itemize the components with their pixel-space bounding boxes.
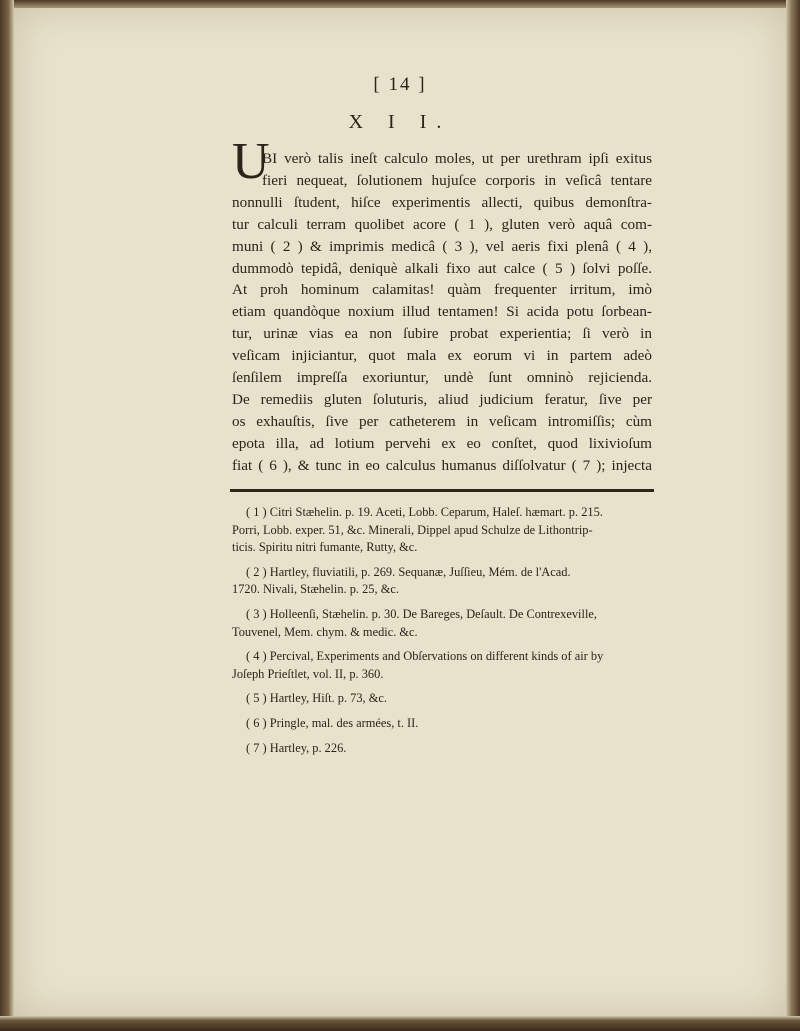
footnote-line: 1720. Nivali, Stæhelin. p. 25, &c. [232,582,399,597]
page-bottom-edge [0,1016,800,1031]
page-number: [ 14 ] [373,74,427,95]
body-line: tur calculi terram quolibet acore ( 1 ), gluten verò aquâ com- [232,215,652,233]
body-line: BI verò talis ineſt calculo moles, ut per urethram ipſi exitus [262,150,652,167]
footnote [232,564,652,599]
body-line: De remediis gluten ſoluturis, aliud judicium feratur, ſive per [232,390,652,408]
body-line: dummodò tepidâ, deniquè alkali fixo aut calce ( 5 ) ſolvi poſſe. [232,259,652,277]
page-top-edge [0,0,800,8]
drop-cap: U [232,133,270,190]
body-line: ſenſilem impreſſa exoriuntur, undè ſunt omninò rejicienda. [232,369,652,387]
footnote [232,648,652,683]
footnote-line: ( 3 ) Holleenſi, Stæhelin. p. 30. De Bareges, Deſault. De Contrexeville, [246,606,597,621]
footnote-line: ( 6 ) Pringle, mal. des armées, t. II. [246,715,419,730]
body-line: epota illa, ad lotium pervehi ex eo conſtet, quod lixivioſum [232,434,652,452]
page-right-edge [786,0,800,1031]
footnote [232,504,652,557]
body-line: etiam quandòque noxium illud tentamen! Si acida potu ſorbean- [232,303,652,321]
footnote-line: ( 4 ) Percival, Experiments and Obſervations on different kinds of air by [246,649,604,664]
footnote-line: ( 5 ) Hartley, Hiſt. p. 73, &c. [246,691,387,706]
body-paragraph [232,148,652,477]
section-title: X I I. [348,111,452,133]
footnote [232,606,652,641]
footnote-line: Touvenel, Mem. chym. & medic. &c. [232,624,418,639]
footnote [232,715,652,733]
footnote-line: Joſeph Prieſtlet, vol. II, p. 360. [232,666,384,681]
footnote [232,690,652,708]
footnotes [232,504,652,764]
page-left-edge [0,0,14,1031]
body-line: muni ( 2 ) & imprimis medicâ ( 3 ), vel aeris fixi plenâ ( 4 ), [232,237,652,255]
body-line: nonnulli ſtudent, hiſce experimentis allecti, quibus demonſtra- [232,193,652,211]
footnote-line: ticis. Spiritu nitri fumante, Rutty, &c. [232,540,418,555]
footnote-divider [230,489,654,492]
body-line: tur, urinæ vias ea non ſubire probat experientia; ſi verò in [232,325,652,343]
body-line: veſicam injiciantur, quot mala ex eorum vi in partem adeò [232,347,652,365]
footnote-line: ( 1 ) Citri Stæhelin. p. 19. Aceti, Lobb. Ceparum, Haleſ. hæmart. p. 215. [246,505,603,519]
footnote-line: ( 2 ) Hartley, fluviatili, p. 269. Sequanæ, Juſſieu, Mém. de l'Acad. [246,564,571,579]
footnote-line: ( 7 ) Hartley, p. 226. [246,740,347,755]
footnote-line: Porri, Lobb. exper. 51, &c. Minerali, Dippel apud Schulze de Lithontrip- [232,522,593,537]
body-line: os exhauſtis, ſive per catheterem in veſicam intromiſſis; cùm [232,412,652,430]
body-line: fieri nequeat, ſolutionem hujuſce corporis in veſicâ tentare [262,171,652,189]
footnote [232,740,652,758]
body-line: At proh hominum calamitas! quàm frequenter irritum, imò [232,281,652,299]
body-line: fiat ( 6 ), & tunc in eo calculus humanus diſſolvatur ( 7 ); injecta [232,456,652,474]
